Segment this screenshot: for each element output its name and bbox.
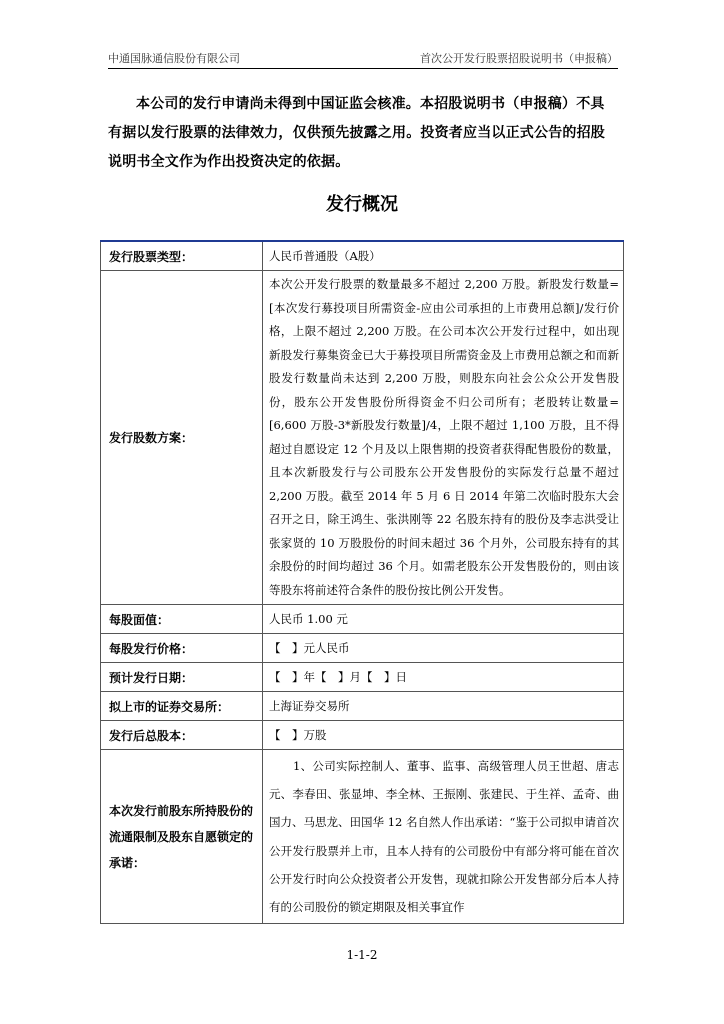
row-label: 本次发行前股东所持股份的流通限制及股东自愿锁定的承诺：: [101, 750, 263, 924]
row-value: 【 】万股: [263, 721, 624, 750]
row-value: 【 】年【 】月【 】日: [263, 663, 624, 692]
header-company: 中通国脉通信股份有限公司: [108, 52, 240, 65]
row-value: 本次公开发行股票的数量最多不超过 2,200 万股。新股发行数量=[本次发行募投项目所需资金-应由公司承担的上市费用总额]/发行价格，上限不超过 2,200 万股。在公司本次公开发行过程中，如出现新股发行募集资金已大于募投项目所需资金及上市费用总额之和而新股发行数量尚未达到 2,200 万股，则股东向社会公众公开发售股份，股东公开发售股份所得资金不归公司所有；老股转让数量=[6,600 万股-3*新股发行数量]/4，上限不超过 1,100 万股，且不得超过自愿设定 12 个月及以上限售期的投资者获得配售股份的数量，且本次新股发行与公司股东公开发售股份的实际发行总量不超过 2,200 万股。截至 2014 年 5 月 6 日 2014 年第二次临时股东大会召开之日，除王鸿生、张洪刚等 22 名股东持有的股份及李志洪受让张家贤的 10 万股股份的时间未超过 36 个月外，公司股东持有的其余股份的时间均超过 36 个月。如需老股东公开发售股份的，则由该等股东将前述符合条件的股份按比例公开发售。: [263, 271, 624, 605]
row-value: 人民币普通股（A股）: [263, 241, 624, 271]
header-doc-title: 首次公开发行股票招股说明书（申报稿）: [420, 52, 618, 65]
header-divider: [108, 68, 618, 69]
row-label: 预计发行日期：: [101, 663, 263, 692]
table-row: [101, 692, 624, 721]
disclaimer-notice: 本公司的发行申请尚未得到中国证监会核准。本招股说明书（申报稿）不具有据以发行股票的法律效力，仅供预先披露之用。投资者应当以正式公告的招股说明书全文作为作出投资决定的依据。: [108, 96, 605, 170]
table-row: [101, 750, 624, 924]
row-label: 每股发行价格：: [101, 634, 263, 663]
issuance-overview-table: [100, 240, 624, 924]
table-row: [101, 634, 624, 663]
row-value: 【 】元人民币: [263, 634, 624, 663]
row-value: 上海证券交易所: [263, 692, 624, 721]
row-label: 发行股数方案：: [101, 271, 263, 605]
table-row: [101, 271, 624, 605]
row-value: 1、公司实际控制人、董事、监事、高级管理人员王世超、唐志元、李春田、张显坤、李全林、王振刚、张建民、于生祥、孟奇、曲国力、马思龙、田国华 12 名自然人作出承诺：“鉴于公司拟申请首次公开发行股票并上市，且本人持有的公司股份中有部分将可能在首次公开发行时向公众投资者公开发售，现就扣除公开发售部分后本人持有的公司股份的锁定期限及相关事宜作: [263, 750, 624, 924]
row-label: 发行后总股本：: [101, 721, 263, 750]
page-header: [108, 50, 618, 68]
section-title: 发行概况: [326, 194, 398, 215]
row-label: 拟上市的证券交易所：: [101, 692, 263, 721]
table-row: [101, 605, 624, 634]
table-row: [101, 241, 624, 271]
row-label: 每股面值：: [101, 605, 263, 634]
row-value: 人民币 1.00 元: [263, 605, 624, 634]
table-row: [101, 663, 624, 692]
table-row: [101, 721, 624, 750]
page-number: 1-1-2: [346, 948, 378, 962]
row-label: 发行股票类型：: [101, 241, 263, 271]
